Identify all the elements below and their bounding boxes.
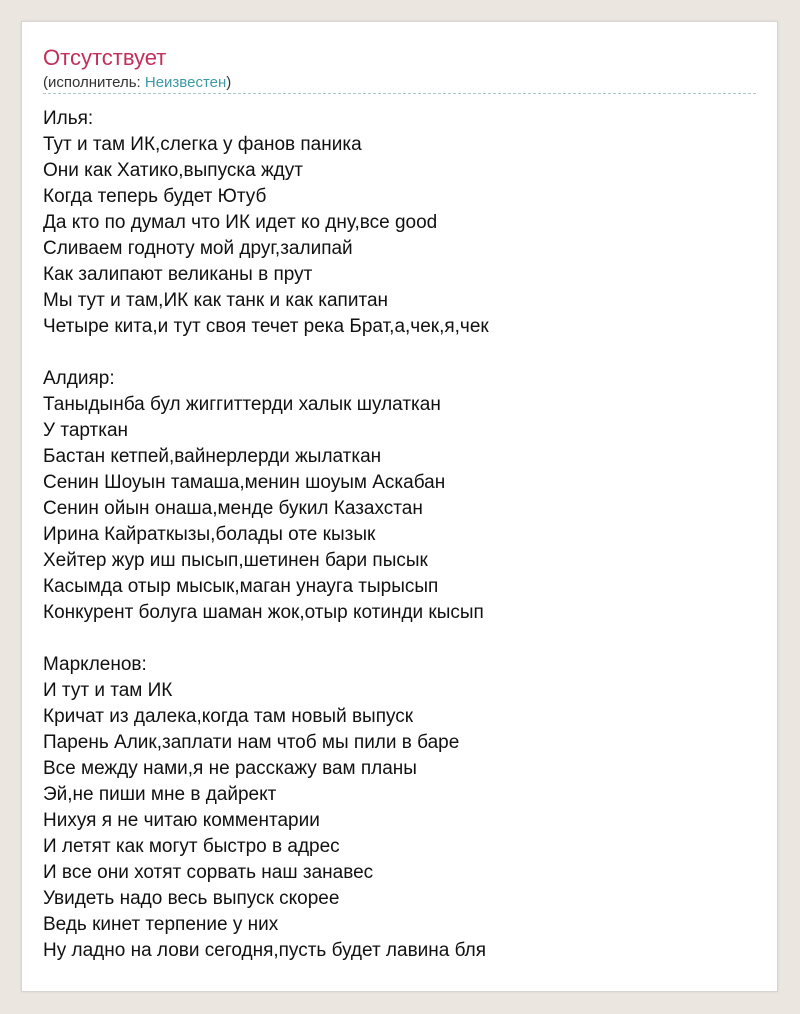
divider — [43, 93, 756, 94]
artist-suffix: ) — [226, 74, 232, 91]
lyric-line: Ну ладно на лови сегодня,пусть будет лавина бля — [43, 940, 487, 961]
lyric-line: Касымда отыр мысык,маган унауга тырысып — [43, 576, 439, 597]
lyric-line: И тут и там ИК — [43, 680, 173, 701]
lyric-line: Да кто по думал что ИК идет ко дну,все good — [43, 212, 438, 233]
lyric-line: Парень Алик,заплати нам чтоб мы пили в баре — [43, 732, 460, 753]
artist-line — [43, 74, 231, 92]
artist-link[interactable]: Неизвестен — [144, 74, 227, 91]
lyric-line: Кричат из далека,когда там новый выпуск — [43, 706, 414, 727]
lyric-line: И летят как могут быстро в адрес — [43, 836, 340, 857]
lyric-line: Увидеть надо весь выпуск скорее — [43, 888, 340, 909]
lyric-line: Маркленов: — [43, 654, 147, 675]
lyric-line: Когда теперь будет Ютуб — [43, 186, 267, 207]
stanza-break — [43, 626, 756, 652]
lyric-line: Алдияр: — [43, 368, 115, 389]
lyric-line: Бастан кетпей,вайнерлерди жылаткан — [43, 446, 382, 467]
lyric-line: Они как Хатико,выпуска ждут — [43, 160, 303, 181]
lyric-line: Нихуя я не читаю комментарии — [43, 810, 320, 831]
lyric-line: Конкурент болуга шаман жок,отыр котинди кысып — [43, 602, 484, 623]
stanza-break — [43, 340, 756, 366]
lyric-line: Сливаем годноту мой друг,залипай — [43, 238, 353, 259]
lyrics-body — [43, 106, 756, 964]
lyric-line: Илья: — [43, 108, 94, 129]
artist-prefix: (исполнитель: — [43, 74, 145, 91]
lyric-line: Тут и там ИК,слегка у фанов паника — [43, 134, 362, 155]
lyric-line: Сенин ойын онаша,менде букил Казахстан — [43, 498, 423, 519]
lyric-line: Сенин Шоуын тамаша,менин шоуым Аскабан — [43, 472, 446, 493]
lyric-line: У тарткан — [43, 420, 129, 441]
lyric-line: Хейтер жур иш пысып,шетинен бари пысык — [43, 550, 428, 571]
lyric-line: Эй,не пиши мне в дайрект — [43, 784, 277, 805]
lyric-line: Все между нами,я не расскажу вам планы — [43, 758, 417, 779]
lyric-line: Мы тут и там,ИК как танк и как капитан — [43, 290, 389, 311]
song-title: Отсутствует — [43, 45, 167, 70]
lyric-line: Таныдынба бул жиггиттерди халык шулаткан — [43, 394, 441, 415]
lyric-line: Ведь кинет терпение у них — [43, 914, 279, 935]
lyric-line: Ирина Кайраткызы,болады оте кызык — [43, 524, 376, 545]
lyric-line: Четыре кита,и тут своя течет река Брат,а,чек,я,чек — [43, 316, 489, 337]
lyric-line: Как залипают великаны в прут — [43, 264, 313, 285]
lyrics-card — [21, 21, 778, 992]
lyric-line: И все они хотят сорвать наш занавес — [43, 862, 374, 883]
